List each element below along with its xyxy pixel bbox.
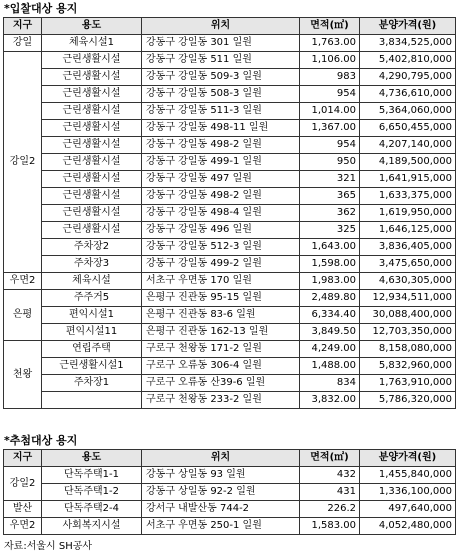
usage-cell: 주차장1 bbox=[42, 375, 142, 392]
table-row bbox=[4, 103, 456, 120]
location-cell: 구로구 천왕동 171-2 일원 bbox=[142, 341, 300, 358]
district-cell: 우면2 bbox=[4, 518, 42, 535]
usage-cell: 근린생활시설 bbox=[42, 188, 142, 205]
location-cell: 강동구 상일동 93 일원 bbox=[142, 467, 300, 484]
table-row bbox=[4, 484, 456, 501]
area-cell: 1,014.00 bbox=[300, 103, 360, 120]
location-cell: 강동구 강일동 509-3 일원 bbox=[142, 69, 300, 86]
header-price: 분양가격(원) bbox=[360, 450, 456, 467]
usage-cell: 근린생활시설 bbox=[42, 52, 142, 69]
area-cell: 321 bbox=[300, 171, 360, 188]
usage-cell: 근린생활시설 bbox=[42, 222, 142, 239]
location-cell: 강동구 상일동 92-2 일원 bbox=[142, 484, 300, 501]
location-cell: 강동구 강일동 498-4 일원 bbox=[142, 205, 300, 222]
area-cell: 226.2 bbox=[300, 501, 360, 518]
location-cell: 강동구 강일동 511 일원 bbox=[142, 52, 300, 69]
table-row bbox=[4, 392, 456, 409]
header-district: 지구 bbox=[4, 450, 42, 467]
header-price: 분양가격(원) bbox=[360, 18, 456, 35]
lottery-land-table bbox=[3, 449, 456, 535]
area-cell: 1,106.00 bbox=[300, 52, 360, 69]
price-cell: 3,475,650,000 bbox=[360, 256, 456, 273]
price-cell: 1,763,910,000 bbox=[360, 375, 456, 392]
price-cell: 12,934,511,000 bbox=[360, 290, 456, 307]
table-row bbox=[4, 205, 456, 222]
usage-cell: 주차장3 bbox=[42, 256, 142, 273]
area-cell: 1,583.00 bbox=[300, 518, 360, 535]
location-cell: 서초구 우면동 170 일원 bbox=[142, 273, 300, 290]
usage-cell: 근린생활시설 bbox=[42, 69, 142, 86]
price-cell: 8,158,080,000 bbox=[360, 341, 456, 358]
location-cell: 강동구 강일동 511-3 일원 bbox=[142, 103, 300, 120]
usage-cell: 주차장2 bbox=[42, 239, 142, 256]
location-cell: 강동구 강일동 499-1 일원 bbox=[142, 154, 300, 171]
area-cell: 834 bbox=[300, 375, 360, 392]
price-cell: 5,364,060,000 bbox=[360, 103, 456, 120]
header-district: 지구 bbox=[4, 18, 42, 35]
table-row bbox=[4, 52, 456, 69]
table-row bbox=[4, 307, 456, 324]
district-cell: 우면2 bbox=[4, 273, 42, 290]
usage-cell: 단독주택1-2 bbox=[42, 484, 142, 501]
area-cell: 1,598.00 bbox=[300, 256, 360, 273]
table-row bbox=[4, 290, 456, 307]
usage-cell: 근린생활시설 bbox=[42, 154, 142, 171]
district-cell: 은평 bbox=[4, 290, 42, 341]
area-cell: 954 bbox=[300, 137, 360, 154]
price-cell: 4,189,500,000 bbox=[360, 154, 456, 171]
usage-cell: 단독주택1-1 bbox=[42, 467, 142, 484]
area-cell: 1,488.00 bbox=[300, 358, 360, 375]
location-cell: 구로구 오류동 산39-6 일원 bbox=[142, 375, 300, 392]
price-cell: 4,207,140,000 bbox=[360, 137, 456, 154]
location-cell: 강동구 강일동 497 일원 bbox=[142, 171, 300, 188]
area-cell: 1,367.00 bbox=[300, 120, 360, 137]
area-cell: 325 bbox=[300, 222, 360, 239]
area-cell: 1,983.00 bbox=[300, 273, 360, 290]
area-cell: 4,249.00 bbox=[300, 341, 360, 358]
source-note: 자료:서울시 SH공사 bbox=[4, 541, 93, 552]
price-cell: 30,088,400,000 bbox=[360, 307, 456, 324]
bid-land-table bbox=[3, 17, 456, 409]
table-row bbox=[4, 324, 456, 341]
table-row bbox=[4, 222, 456, 239]
price-cell: 4,290,795,000 bbox=[360, 69, 456, 86]
table-row bbox=[4, 256, 456, 273]
area-cell: 1,643.00 bbox=[300, 239, 360, 256]
usage-cell: 근린생활시설 bbox=[42, 86, 142, 103]
table-row bbox=[4, 239, 456, 256]
usage-cell: 체육시설1 bbox=[42, 35, 142, 52]
district-cell: 강일2 bbox=[4, 52, 42, 273]
price-cell: 12,703,350,000 bbox=[360, 324, 456, 341]
price-cell: 497,640,000 bbox=[360, 501, 456, 518]
price-cell: 1,641,915,000 bbox=[360, 171, 456, 188]
header-usage: 용도 bbox=[42, 18, 142, 35]
header-area: 면적(㎡) bbox=[300, 450, 360, 467]
price-cell: 1,646,125,000 bbox=[360, 222, 456, 239]
location-cell: 강동구 강일동 499-2 일원 bbox=[142, 256, 300, 273]
table-row bbox=[4, 86, 456, 103]
table-row bbox=[4, 171, 456, 188]
location-cell: 강서구 내발산동 744-2 bbox=[142, 501, 300, 518]
header-location: 위치 bbox=[142, 18, 300, 35]
area-cell: 3,849.50 bbox=[300, 324, 360, 341]
area-cell: 1,763.00 bbox=[300, 35, 360, 52]
usage-cell: 사회복지시설 bbox=[42, 518, 142, 535]
table-row bbox=[4, 518, 456, 535]
price-cell: 5,832,960,000 bbox=[360, 358, 456, 375]
district-cell: 천왕 bbox=[4, 341, 42, 409]
table-row bbox=[4, 35, 456, 52]
usage-cell: 근린생활시설 bbox=[42, 137, 142, 154]
usage-cell bbox=[42, 392, 142, 409]
table-row bbox=[4, 120, 456, 137]
location-cell: 강동구 강일동 498-2 일원 bbox=[142, 137, 300, 154]
price-cell: 4,630,305,000 bbox=[360, 273, 456, 290]
price-cell: 4,736,610,000 bbox=[360, 86, 456, 103]
table-row bbox=[4, 69, 456, 86]
header-location: 위치 bbox=[142, 450, 300, 467]
area-cell: 432 bbox=[300, 467, 360, 484]
location-cell: 강동구 강일동 498-11 일원 bbox=[142, 120, 300, 137]
price-cell: 3,834,525,000 bbox=[360, 35, 456, 52]
table-row bbox=[4, 375, 456, 392]
location-cell: 강동구 강일동 301 일원 bbox=[142, 35, 300, 52]
district-cell: 강일 bbox=[4, 35, 42, 52]
usage-cell: 근린생활시설 bbox=[42, 205, 142, 222]
area-cell: 362 bbox=[300, 205, 360, 222]
area-cell: 2,489.80 bbox=[300, 290, 360, 307]
location-cell: 구로구 오류동 306-4 일원 bbox=[142, 358, 300, 375]
table-row bbox=[4, 188, 456, 205]
usage-cell: 연립주택 bbox=[42, 341, 142, 358]
usage-cell: 근린생활시설1 bbox=[42, 358, 142, 375]
header-area: 면적(㎡) bbox=[300, 18, 360, 35]
usage-cell: 근린생활시설 bbox=[42, 103, 142, 120]
usage-cell: 편익시설11 bbox=[42, 324, 142, 341]
area-cell: 3,832.00 bbox=[300, 392, 360, 409]
usage-cell: 주주거5 bbox=[42, 290, 142, 307]
area-cell: 431 bbox=[300, 484, 360, 501]
usage-cell: 체육시설 bbox=[42, 273, 142, 290]
price-cell: 4,052,480,000 bbox=[360, 518, 456, 535]
district-cell: 강일2 bbox=[4, 467, 42, 501]
price-cell: 1,336,100,000 bbox=[360, 484, 456, 501]
price-cell: 3,836,405,000 bbox=[360, 239, 456, 256]
location-cell: 강동구 강일동 512-3 일원 bbox=[142, 239, 300, 256]
location-cell: 강동구 강일동 508-3 일원 bbox=[142, 86, 300, 103]
table-row bbox=[4, 467, 456, 484]
location-cell: 구로구 천왕동 233-2 일원 bbox=[142, 392, 300, 409]
price-cell: 5,786,320,000 bbox=[360, 392, 456, 409]
usage-cell: 근린생활시설 bbox=[42, 171, 142, 188]
section2-title: *추첨대상 용지 bbox=[4, 434, 78, 447]
location-cell: 서초구 우면동 250-1 일원 bbox=[142, 518, 300, 535]
location-cell: 은평구 진관동 95-15 일원 bbox=[142, 290, 300, 307]
area-cell: 954 bbox=[300, 86, 360, 103]
table-row bbox=[4, 341, 456, 358]
usage-cell: 근린생활시설 bbox=[42, 120, 142, 137]
price-cell: 6,650,455,000 bbox=[360, 120, 456, 137]
area-cell: 950 bbox=[300, 154, 360, 171]
location-cell: 은평구 진관동 162-13 일원 bbox=[142, 324, 300, 341]
area-cell: 6,334.40 bbox=[300, 307, 360, 324]
area-cell: 365 bbox=[300, 188, 360, 205]
table-row bbox=[4, 137, 456, 154]
table-row bbox=[4, 273, 456, 290]
header-usage: 용도 bbox=[42, 450, 142, 467]
price-cell: 1,633,375,000 bbox=[360, 188, 456, 205]
area-cell: 983 bbox=[300, 69, 360, 86]
district-cell: 발산 bbox=[4, 501, 42, 518]
table-row bbox=[4, 501, 456, 518]
location-cell: 강동구 강일동 496 일원 bbox=[142, 222, 300, 239]
price-cell: 1,455,840,000 bbox=[360, 467, 456, 484]
usage-cell: 편익시설1 bbox=[42, 307, 142, 324]
table-row bbox=[4, 154, 456, 171]
usage-cell: 단독주택2-4 bbox=[42, 501, 142, 518]
location-cell: 강동구 강일동 498-2 일원 bbox=[142, 188, 300, 205]
price-cell: 1,619,950,000 bbox=[360, 205, 456, 222]
price-cell: 5,402,810,000 bbox=[360, 52, 456, 69]
location-cell: 은평구 진관동 83-6 일원 bbox=[142, 307, 300, 324]
section1-title: *입찰대상 용지 bbox=[4, 2, 78, 15]
table-row bbox=[4, 358, 456, 375]
